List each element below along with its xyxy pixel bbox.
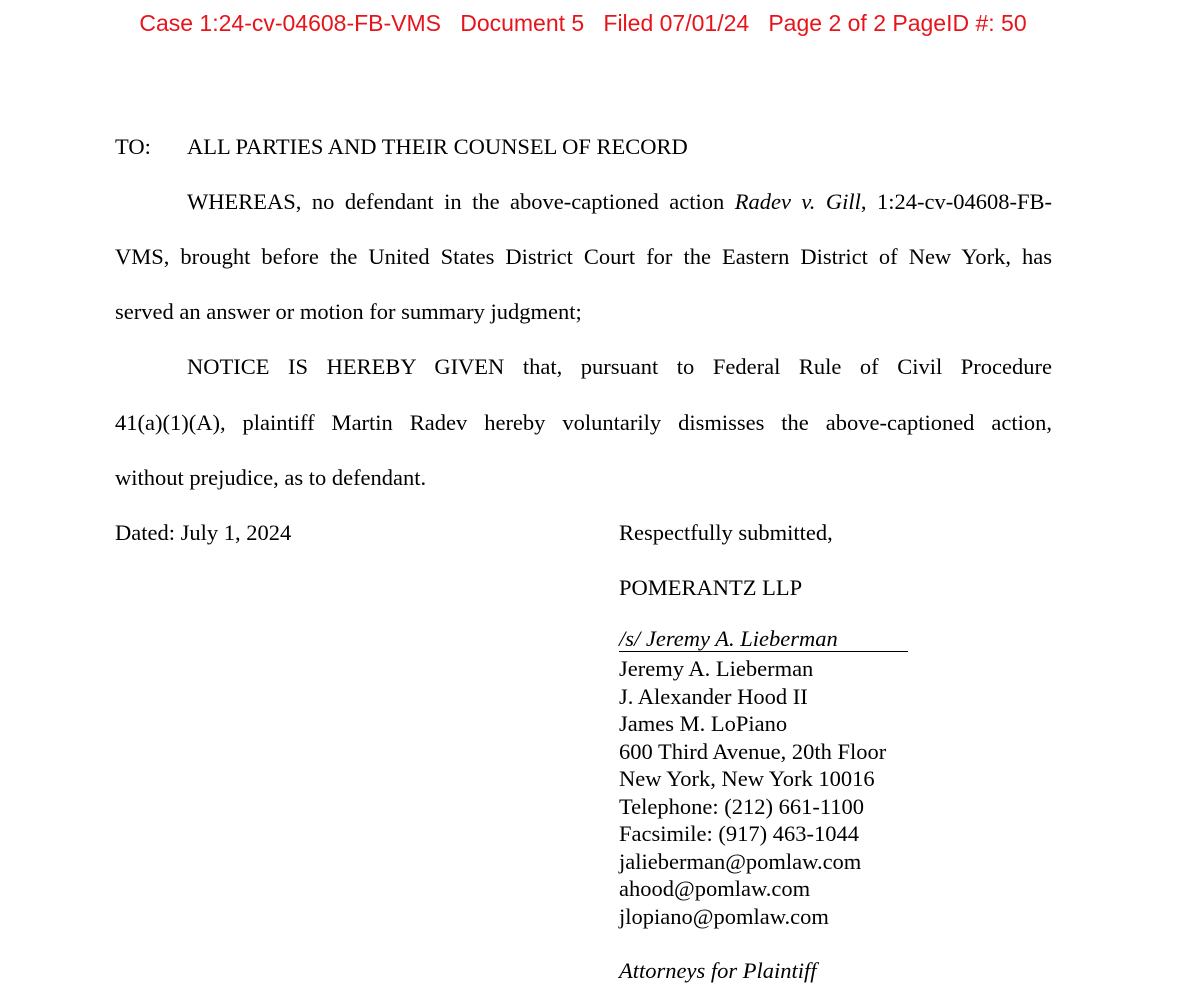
contact-line: 600 Third Avenue, 20th Floor	[619, 738, 887, 764]
header-filed-date: Filed 07/01/24	[603, 10, 750, 36]
contact-line: New York, New York 10016	[619, 766, 875, 791]
contact-line: jlopiano@pomlaw.com	[619, 903, 829, 929]
attorney-contact-block	[619, 655, 886, 930]
header-case-number: Case 1:24-cv-04608-FB-VMS	[139, 10, 442, 36]
whereas-line-1	[187, 189, 1052, 215]
dated-line: Dated: July 1, 2024	[115, 520, 292, 545]
electronic-signature: /s/ Jeremy A. Lieberman	[619, 627, 908, 652]
notice-line-2: 41(a)(1)(A), plaintiff Martin Radev hereby voluntarily dismisses the above-captioned action,	[115, 410, 1052, 435]
header-page-id: Page 2 of 2 PageID #: 50	[768, 10, 1027, 36]
header-document-number: Document 5	[460, 10, 585, 36]
contact-line: James M. LoPiano	[619, 711, 788, 736]
contact-line: J. Alexander Hood II	[619, 683, 808, 709]
whereas-text-post: , 1:24-cv-04608-FB-	[860, 189, 1052, 214]
contact-line: ahood@pomlaw.com	[619, 876, 811, 901]
contact-line: Telephone: (212) 661-1100	[619, 793, 865, 819]
contact-line: jalieberman@pomlaw.com	[619, 848, 862, 874]
case-name: Radev v. Gill	[734, 189, 861, 214]
to-label: TO:	[115, 134, 151, 159]
ecf-header-stamp	[0, 10, 1166, 37]
to-recipients: ALL PARTIES AND THEIR COUNSEL OF RECORD	[187, 134, 688, 159]
whereas-text-pre: WHEREAS, no defendant in the above-captioned action	[187, 189, 725, 214]
contact-line: Facsimile: (917) 463-1044	[619, 821, 859, 846]
notice-line-3: without prejudice, as to defendant.	[115, 465, 427, 490]
attorneys-for-plaintiff: Attorneys for Plaintiff	[619, 958, 817, 983]
whereas-line-3: served an answer or motion for summary judgment;	[115, 299, 582, 324]
notice-line-1: NOTICE IS HEREBY GIVEN that, pursuant to Federal Rule of Civil Procedure	[187, 354, 1052, 379]
firm-name: POMERANTZ LLP	[619, 575, 803, 600]
closing-text: Respectfully submitted,	[619, 520, 833, 545]
contact-line: Jeremy A. Lieberman	[619, 656, 814, 681]
whereas-line-2: VMS, brought before the United States District Court for the Eastern District of New York, has	[115, 244, 1052, 269]
